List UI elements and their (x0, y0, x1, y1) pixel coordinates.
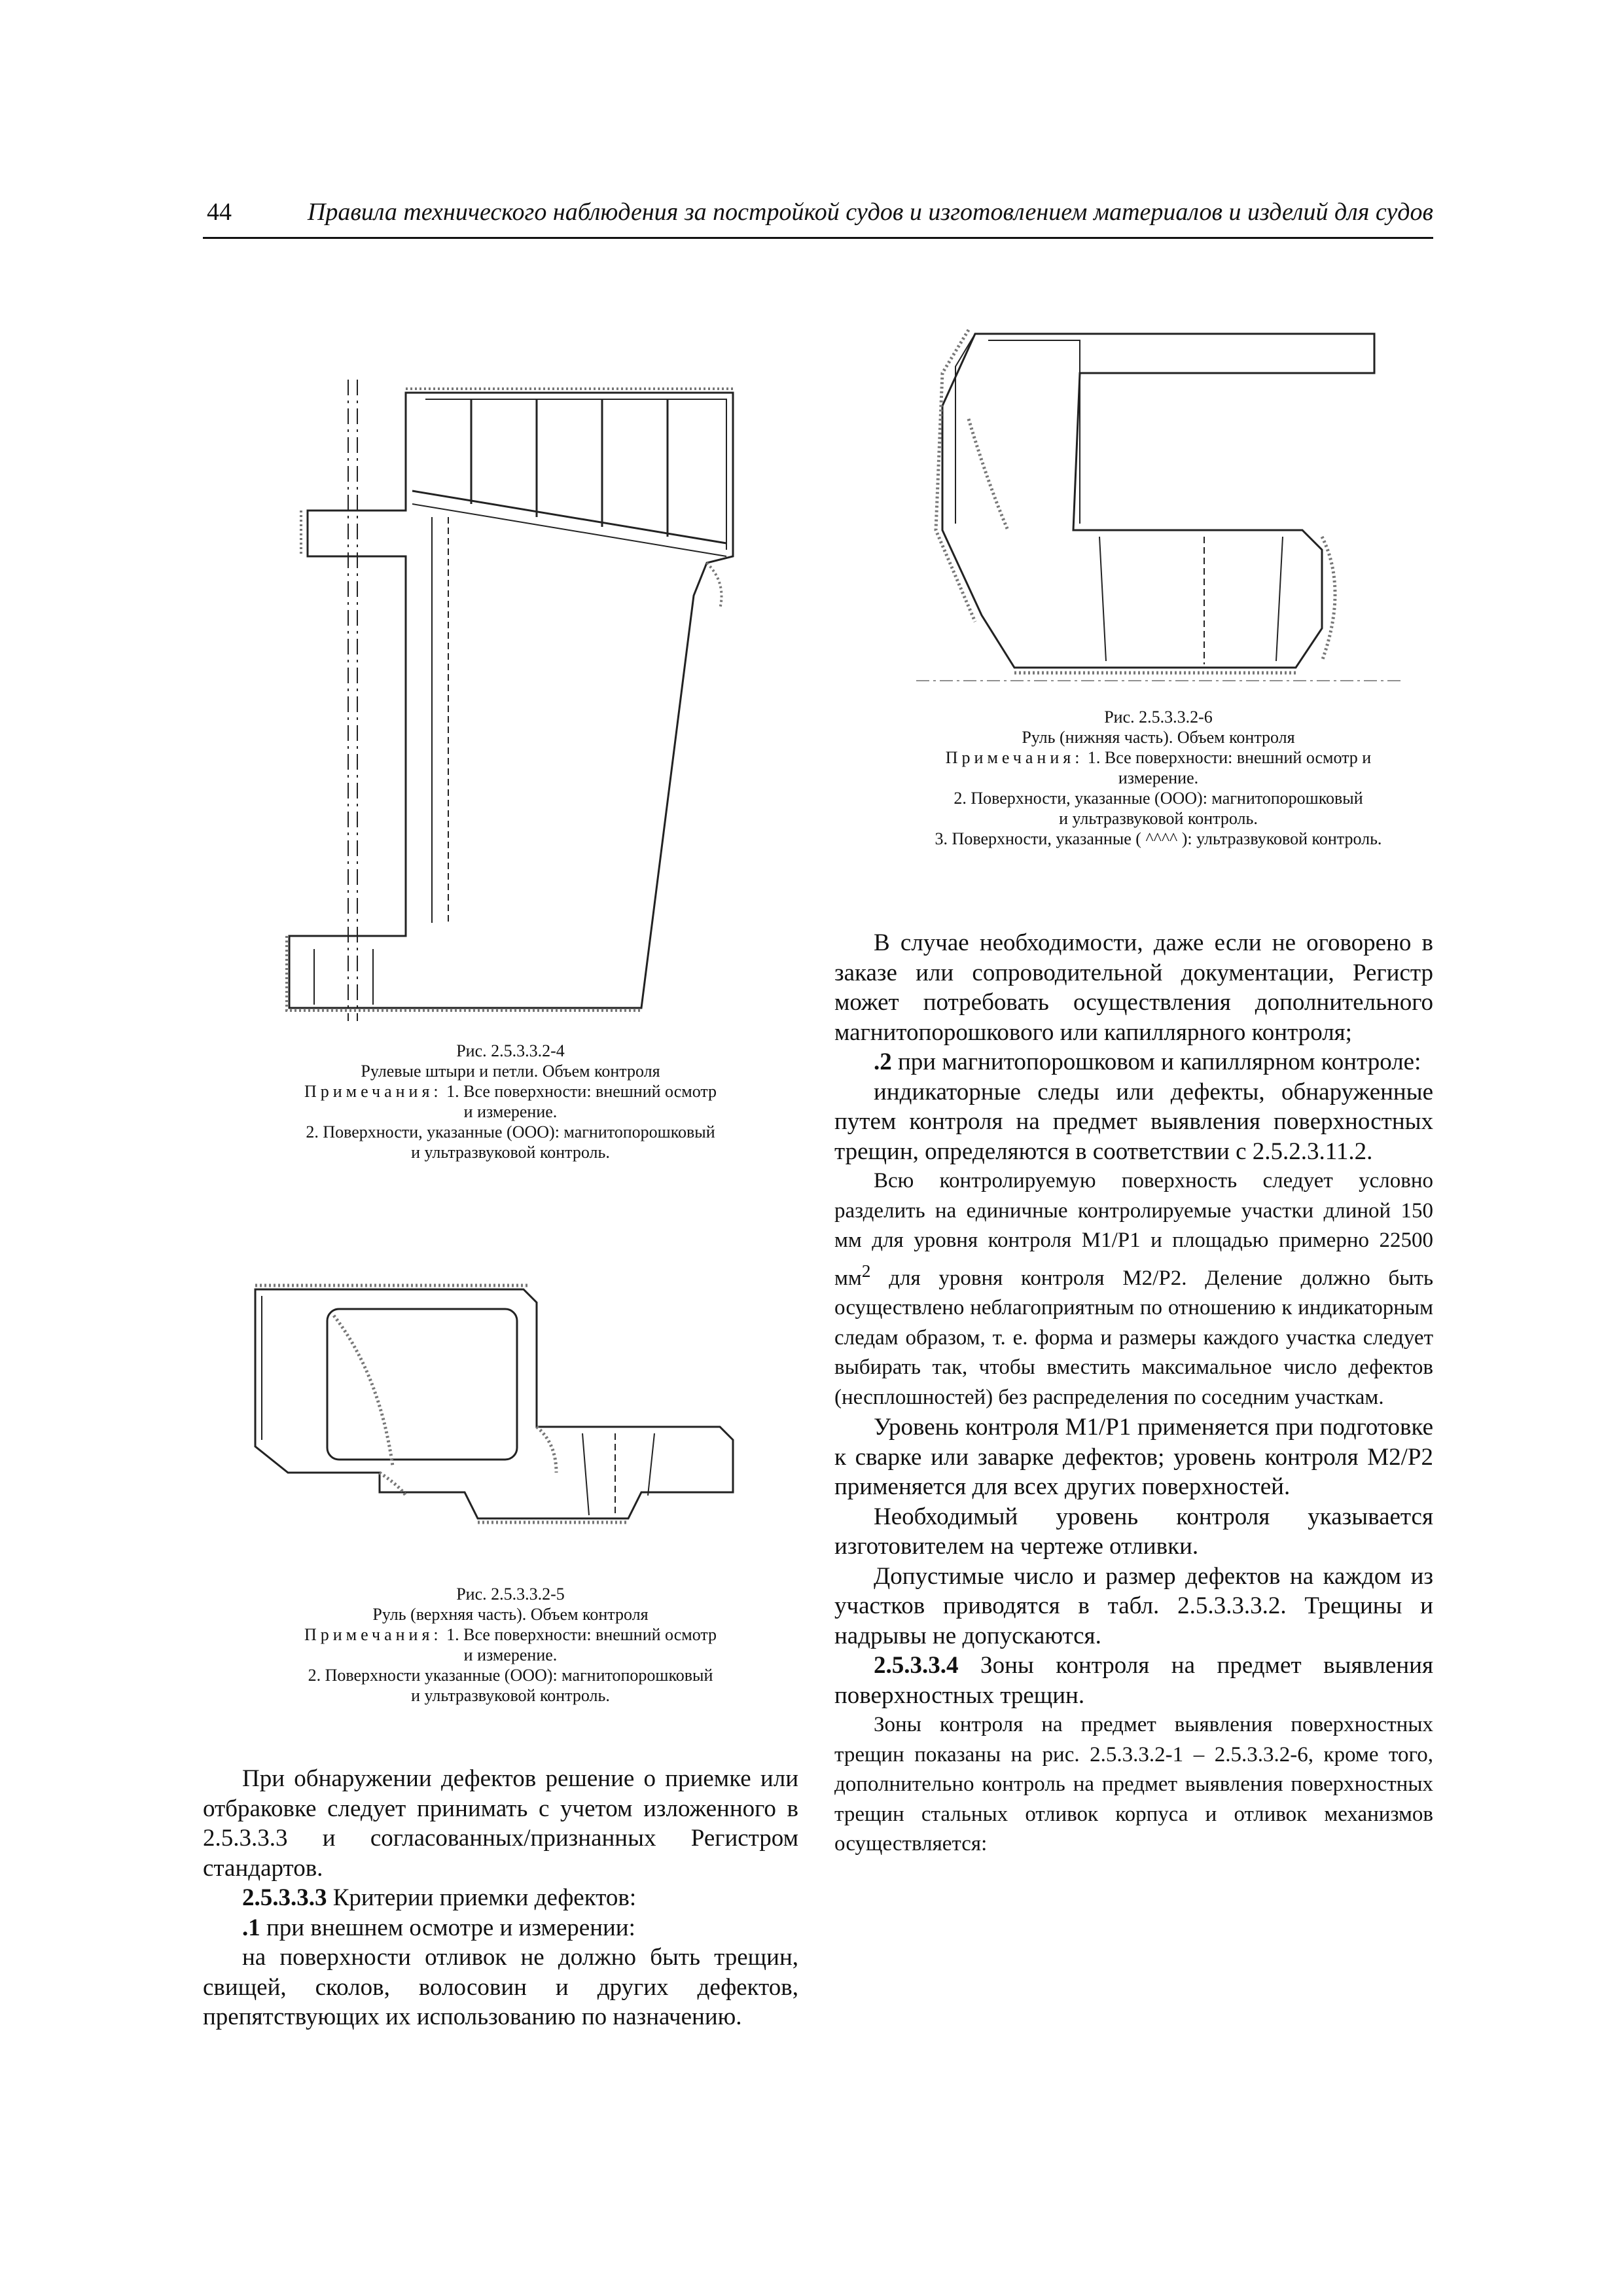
paragraph-defect-decision: При обнаружении дефектов решение о приемке или отбраковке следует принимать с учетом изложенного в 2.5.3.3.3 и согласованных/признанных Регистром стандартов. (203, 1765, 798, 1882)
figure-6-number: Рис. 2.5.3.3.2-6 (1104, 708, 1213, 726)
figure-6-note-2-cont: и ультразвуковой контроль. (1059, 809, 1258, 828)
left-column (203, 1764, 798, 2032)
figure-4-caption (249, 1041, 772, 1162)
figure-5-note-2: 2. Поверхности указанные (ООО): магнитопорошковый (308, 1666, 713, 1685)
figure-rudder-lower (903, 314, 1414, 969)
page-header (203, 196, 1433, 239)
figure-6-title: Руль (нижняя часть). Объем контроля (1022, 728, 1295, 747)
paragraph-control-zones: Зоны контроля на предмет выявления поверхностных трещин показаны на рис. 2.5.3.3.2-1 – 2.5.3.3.2-6, кроме того, дополнительно контроль на предмет выявления поверхностных трещин стальных отливок корпуса и отливок механизмов осуществляется: (834, 1713, 1433, 1856)
paragraph-control-areas: Всю контролируемую поверхность следует условно разделить на единичные контролируемые участки длиной 150 мм для уровня контроля M1/P1 и площадью примерно 22500 $мм^2$ для уровня контроля M2/P2. Деление должно быть осуществлено неблагоприятным по отношению к индикаторным следам образом, т. е. форма и размеры каждого участка следует выбирать так, чтобы вместить максимальное число дефектов (несплошностей) без распределения по соседним участкам. (834, 1169, 1433, 1409)
figure-4-note-1: Примечания: 1. Все поверхности: внешний осмотр (304, 1082, 717, 1101)
figure-rudder-upper (249, 1276, 772, 1705)
section-number: 2.5.3.3.4 (874, 1652, 959, 1679)
figure-4-number: Рис. 2.5.3.3.2-4 (456, 1041, 565, 1060)
item-number: .2 (874, 1049, 892, 1075)
figure-6-caption (864, 707, 1453, 849)
page-number: 44 (207, 198, 232, 226)
figure-5-note-2-cont: и ультразвуковой контроль. (411, 1686, 610, 1705)
drawing-rudder-pintles (275, 367, 746, 1034)
figure-4-title: Рулевые штыри и петли. Объем контроля (361, 1062, 660, 1081)
figure-6-note-3: 3. Поверхности, указанные ( ^^^^ ): ультразвуковой контроль. (935, 829, 1382, 848)
figure-4-note-2-cont: и ультразвуковой контроль. (411, 1143, 610, 1162)
figure-6-note-2: 2. Поверхности, указанные (ООО): магнитопорошковый (954, 789, 1363, 808)
figure-6-note-1-cont: измерение. (1118, 768, 1199, 787)
section-number: 2.5.3.3.3 (242, 1884, 327, 1911)
figure-5-title: Руль (верхняя часть). Объем контроля (372, 1605, 649, 1624)
right-column (834, 928, 1433, 1859)
figure-4-notes-label: Примечания: (304, 1082, 442, 1101)
figure-5-note-1: Примечания: 1. Все поверхности: внешний осмотр (304, 1625, 717, 1644)
figure-5-notes-label: Примечания: (304, 1625, 442, 1644)
paragraph-surface-defects: на поверхности отливок не должно быть трещин, свищей, сколов, волосовин и других дефектов, препятствующих их использованию по назначению. (203, 1944, 798, 2030)
figure-5-note-1-cont: и измерение. (463, 1645, 558, 1664)
paragraph-allowed-defects: Допустимые число и размер дефектов на каждом из участков приводятся в табл. 2.5.3.3.3.2. Трещины и надрывы не допускаются. (834, 1562, 1433, 1649)
drawing-rudder-upper (249, 1276, 772, 1551)
section-2-5-3-3-3: 2.5.3.3.3 Критерии приемки дефектов: (242, 1884, 637, 1911)
section-2-5-3-3-4: 2.5.3.3.4 Зоны контроля на предмет выявления поверхностных трещин. (834, 1652, 1433, 1709)
figure-5-number: Рис. 2.5.3.3.2-5 (456, 1585, 565, 1604)
item-number: .1 (242, 1914, 260, 1941)
paragraph-indications: индикаторные следы или дефекты, обнаруженные путем контроля на предмет выявления поверхностных трещин, определяются в соответствии с 2.5.2.3.11.2. (834, 1078, 1433, 1165)
drawing-rudder-lower (903, 314, 1414, 707)
item-1: .1 при внешнем осмотре и измерении: (242, 1914, 635, 1941)
figure-6-note-1: Примечания: 1. Все поверхности: внешний осмотр и (945, 748, 1372, 767)
figure-rudder-pintles (275, 367, 746, 1162)
running-title: Правила технического наблюдения за постройкой судов и изготовлением материалов и изделий для судов (307, 198, 1433, 226)
paragraph-control-levels: Уровень контроля M1/P1 применяется при подготовке к сварке или заварке дефектов; уровень контроля M2/P2 применяется для всех других поверхностей. (834, 1414, 1433, 1500)
figure-6-notes-label: Примечания: (945, 748, 1084, 767)
paragraph-required-level: Необходимый уровень контроля указывается изготовителем на чертеже отливки. (834, 1503, 1433, 1560)
figure-4-note-2: 2. Поверхности, указанные (ООО): магнитопорошковый (306, 1122, 715, 1141)
figure-5-caption (249, 1584, 772, 1706)
figure-4-note-1-cont: и измерение. (463, 1102, 558, 1121)
paragraph-additional-control: В случае необходимости, даже если не оговорено в заказе или сопроводительной документации, Регистр может потребовать осуществления дополнительного магнитопорошкового или капиллярного контроля; (834, 929, 1433, 1046)
item-2: .2 при магнитопорошковом и капиллярном контроле: (874, 1049, 1421, 1075)
